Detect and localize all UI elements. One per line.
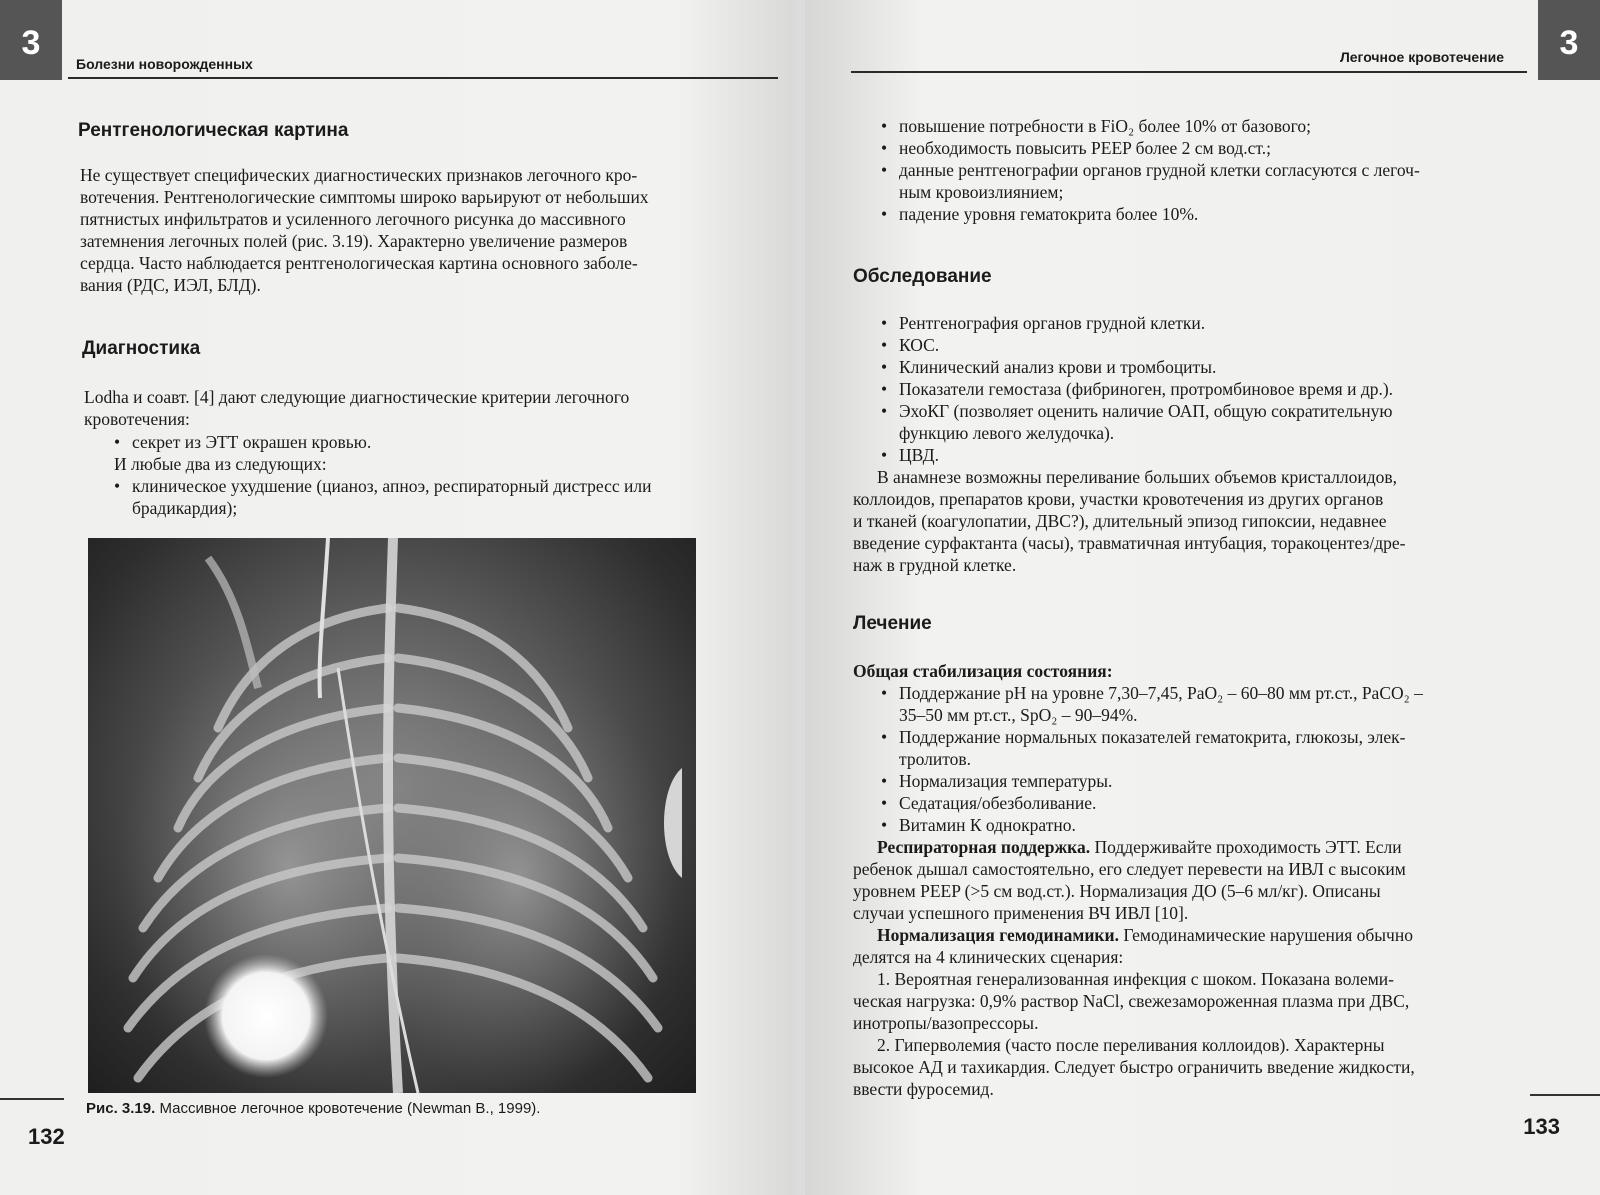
header-rule <box>68 77 778 79</box>
stabilization-bullets <box>881 682 1521 836</box>
footer-rule <box>0 1098 64 1100</box>
list-item: • Поддержание нормальных показателей гематокрита, глюкозы, элек- тролитов. <box>881 726 1521 770</box>
list-item: • ЭхоКГ (позволяет оценить наличие ОАП, общую сократительную функцию левого желудочка). <box>881 400 1521 444</box>
list-item: • данные рентгенографии органов грудной клетки согласуются с легоч- ным кровоизлиянием; <box>881 159 1521 203</box>
section-title-xray: Рентгенологическая картина <box>78 120 349 141</box>
xray-illustration <box>88 538 696 1093</box>
list-item: • Поддержание pH на уровне 7,30–7,45, PaO₂ – 60–80 мм рт.ст., PaCO₂ – 35–50 мм рт.ст., SpO₂ – 90–94%. <box>881 682 1521 726</box>
page-number: 133 <box>1523 1114 1560 1139</box>
list-item: • падение уровня гематокрита более 10%. <box>881 203 1521 225</box>
section-title-diagnostics: Диагностика <box>82 338 201 359</box>
chapter-tab: 3 <box>1538 0 1600 80</box>
list-item: • Показатели гемостаза (фибриноген, протромбиновое время и др.). <box>881 378 1521 400</box>
list-item: • Нормализация температуры. <box>881 770 1521 792</box>
list-item: • Рентгенография органов грудной клетки. <box>881 312 1521 334</box>
respiratory-paragraph: Респираторная поддержка. Поддерживайте проходимость ЭТТ. Если ребенок дышал самостоятельно, его следует перевести на ИВЛ с высоким уровнем PEEP (>5 см вод.ст.). Нормализация ДО (5–6 мл/кг). Описаны случаи успешного применения ВЧ ИВЛ [10]. <box>853 837 1406 923</box>
section-title-treatment: Лечение <box>853 613 932 634</box>
list-item: • Седатация/обезболивание. <box>881 792 1521 814</box>
scenario-1: 1. Вероятная генерализованная инфекция с шоком. Показана волеми- ческая нагрузка: 0,9% раствор NaCl, свежезамороженная плазма при ДВС, инотропы/вазопрессоры. <box>853 969 1410 1033</box>
list-item: • клиническое ухудшение (цианоз, апноэ, респираторный дистресс или брадикардия); <box>114 475 778 519</box>
page-number: 132 <box>28 1124 65 1149</box>
xray-paragraph: Не существует специфических диагностических признаков легочного кро- вотечения. Рентгенологические симптомы широко варьируют от небольших пятнистых инфильтратов и усиленного легочного рисунка до массивного затемнения легочных полей (рис. 3.19). Характерно увеличение размеров сердца. Часто наблюдается рентгенологическая картина основного заболе- вания (РДС, ИЭЛ, БЛД). <box>80 165 649 295</box>
list-item: • КОС. <box>881 334 1521 356</box>
footer-rule <box>1530 1094 1600 1096</box>
stabilization-title: Общая стабилизация состояния: <box>853 661 1113 681</box>
scenario-2: 2. Гиперволемия (часто после переливания коллоидов). Характерны высокое АД и тахикардия. Следует быстро ограничить введение жидкости, ввести фуросемид. <box>853 1035 1415 1099</box>
figure-label: Рис. 3.19. <box>86 1100 156 1117</box>
running-header: Болезни новорожденных <box>76 56 253 72</box>
exam-paragraph: В анамнезе возможны переливание больших объемов кристаллоидов, <box>877 467 1398 487</box>
diagnostics-intro: Lodha и соавт. [4] дают следующие диагностические критерии легочного кровотечения: <box>84 387 630 429</box>
diagnostics-bullets-1 <box>114 431 778 453</box>
header-rule <box>851 71 1527 73</box>
exam-bullets <box>881 312 1521 466</box>
diagnostics-bullets-2 <box>114 475 778 519</box>
list-item: • Витамин К однократно. <box>881 814 1521 836</box>
exam-paragraph-cont: коллоидов, препаратов крови, участки кровотечения из других органов и тканей (коагулопатии, ДВС?), длительный эпизод гипоксии, недавнее введение сурфактанта (часы), травматичная интубация, торакоцентез/дре- наж в грудной клетке. <box>853 489 1406 575</box>
figure-caption <box>86 1100 540 1117</box>
diagnostics-subline: И любые два из следующих: <box>114 454 327 474</box>
figure-xray-image <box>88 538 696 1093</box>
list-item: • необходимость повысить PEEP более 2 см вод.ст.; <box>881 137 1521 159</box>
hemodynamics-paragraph: Нормализация гемодинамики. Гемодинамические нарушения обычно делятся на 4 клинических сценария: <box>853 925 1413 967</box>
left-page <box>0 0 795 1195</box>
running-header: Легочное кровотечение <box>1339 49 1504 65</box>
section-title-exam: Обследование <box>853 266 992 287</box>
list-item: • повышение потребности в FiO₂ более 10% от базового; <box>881 115 1521 137</box>
figure-caption-text: Массивное легочное кровотечение (Newman B., 1999). <box>159 1100 541 1117</box>
criteria-bullets <box>881 115 1521 225</box>
right-page <box>805 0 1600 1195</box>
list-item: • Клинический анализ крови и тромбоциты. <box>881 356 1521 378</box>
list-item: • ЦВД. <box>881 444 1521 466</box>
list-item: • секрет из ЭТТ окрашен кровью. <box>114 431 778 453</box>
chapter-tab: 3 <box>0 0 62 80</box>
